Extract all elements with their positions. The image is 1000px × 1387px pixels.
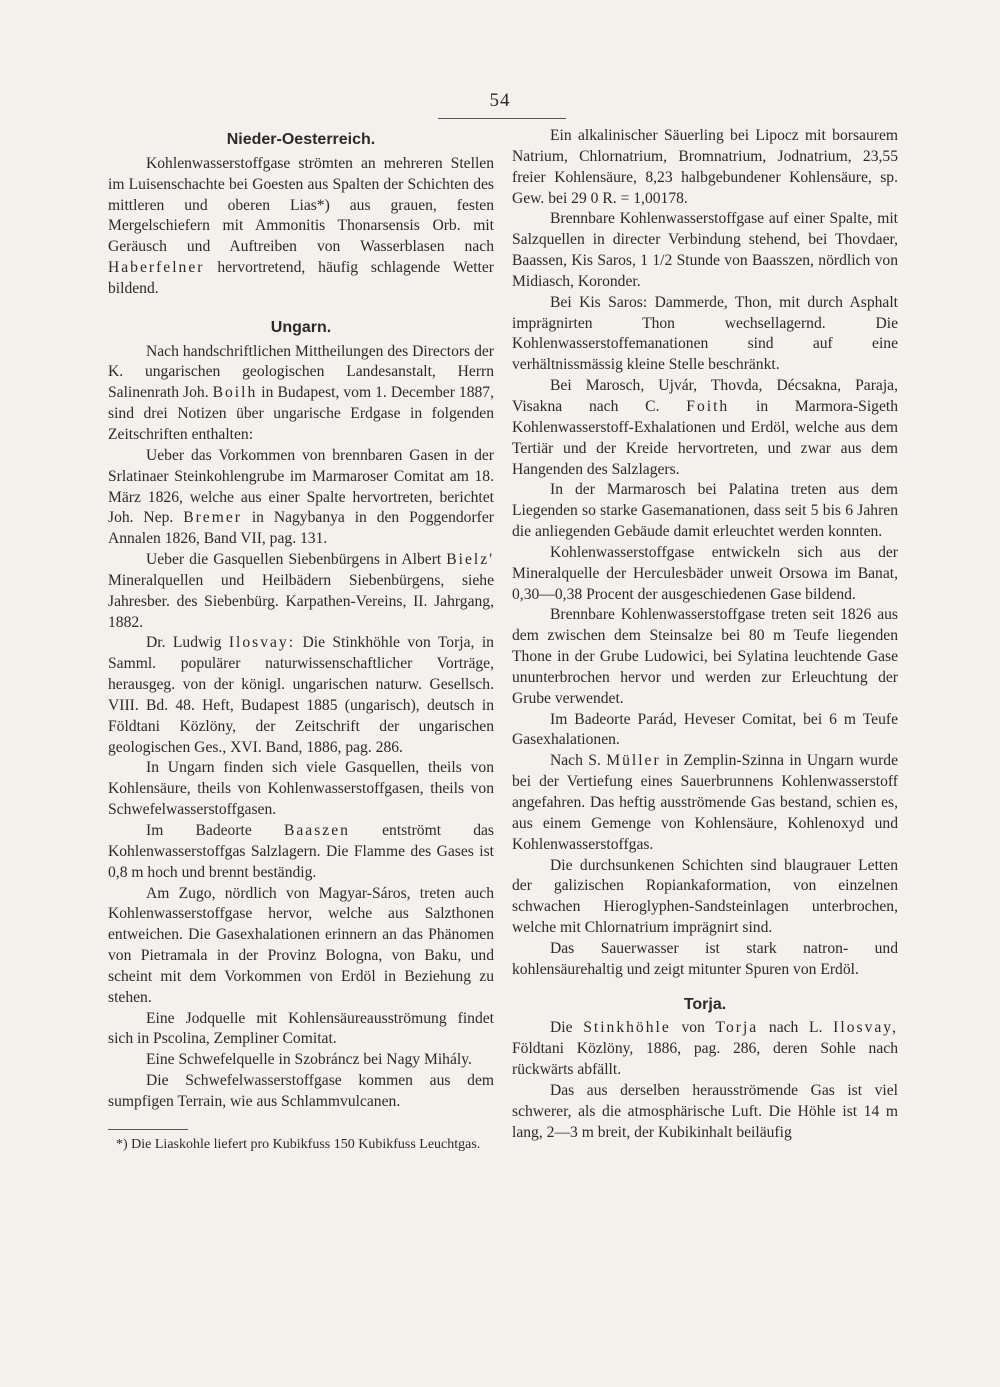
paragraph: Brennbare Kohlenwasserstoffgase treten seit 1826 aus dem zwischen dem Steinsalze bei 80 m Teufe liegenden Thone in der Grube Ludowici, bei Sylatina leuchtende Gase ununterbrochen hervor und werden zur Erleuchtung der Grube verwendet. <box>512 606 898 707</box>
text: nach L. <box>768 1019 823 1037</box>
text: Bei Marosch, Ujvár, Thovda, Décsakna, Paraja, Visakna nach C. <box>512 377 898 415</box>
text: in Nagybanya in den Poggendorfer Annalen 1826, Band VII, pag. 131. <box>108 509 494 548</box>
text: in Zemplin-Szinna in Ungarn wurde bei der Vertiefung eines Sauerbrunnens Kohlenwasserstoff angefahren. Das heftig ausströmende Gas bestand, schien es, aus einem Gemenge von Kohlensäure, Kohlenoxyd und Kohlenwasserstoffgas. <box>512 752 898 853</box>
footnote-rule <box>108 1129 188 1130</box>
text: entströmt das Kohlenwasserstoffgas Salzlagern. Die Flamme des Gases ist 0,8 m hoch und brennt beständig. <box>108 822 494 881</box>
paragraph <box>512 376 898 480</box>
heading-nieder-oesterreich: Nieder-Oesterreich. <box>226 131 376 148</box>
paragraph: Im Badeorte Parád, Heveser Comitat, bei 6 m Teufe Gasexhalationen. <box>512 710 898 749</box>
left-column <box>108 126 494 1153</box>
paragraph: Die durchsunkenen Schichten sind blaugrauer Letten der galizischen Ropiankaformation, von einzelnen schwachen Hieroglyphen-Sandsteinlagen unterbrochen, welche mit Chlornatrium imprägnirt sind. <box>512 856 898 937</box>
paragraph: Eine Schwefelquelle in Szobráncz bei Nagy Mihály. <box>146 1051 472 1069</box>
paragraph: In Ungarn finden sich viele Gasquellen, theils von Kohlensäure, theils von Kohlenwasserstoffgasen, theils von Schwefelwasserstoffgasen. <box>108 759 494 819</box>
text: von <box>681 1019 705 1037</box>
text: Im Badeorte <box>146 822 252 839</box>
paragraph <box>108 342 494 446</box>
paragraph <box>108 821 494 884</box>
place-name: Stinkhöhle <box>583 1019 671 1037</box>
place-name: Baaszen <box>283 822 350 839</box>
right-column <box>512 126 898 1144</box>
heading-ungarn: Ungarn. <box>270 318 332 336</box>
paragraph: In der Marmarosch bei Palatina treten aus dem Liegenden so starke Gasemanationen, dass seit 5 bis 6 Jahren die anliegenden Gebäude damit erleuchtet werden konnten. <box>512 481 898 541</box>
page-number: 54 <box>489 90 511 111</box>
text: Die Stinkhöhle von Torja, in Samml. populärer naturwissenschaftlicher Vorträge, herausgeg. von der königl. ungarischen naturw. Gesellsch. VIII. Bd. 48. Heft, Budapest 1885 (ungarisch), deutsch in Földtani Közlöny, der Zeitschrift der ungarischen geologischen Ges., XVI. Band, 1886, pag. 286. <box>108 634 494 756</box>
text: in Marmora-Sigeth Kohlenwasserstoff-Exhalationen und Erdöl, welche aus dem Tertiär und der Kreide hervortreten, und zwar aus dem Hangenden des Salzlagers. <box>512 397 898 478</box>
text: Kohlenwasserstoffgase strömten an mehreren Stellen im Luisenschachte bei Goesten aus Spalten der Schichten des mittleren und oberen Lias*) aus grauen, festen Mergelschiefern mit Ammonitis Thonarsensis Orb. mit Geräusch und Auftreiben von Wasserblasen nach <box>108 154 494 256</box>
paragraph: Kohlenwasserstoffgase entwickeln sich aus der Mineralquelle der Herculesbäder unweit Orsowa im Banat, 0,30—0,38 Procent der ausgeschiedenen Gase bildend. <box>512 543 898 603</box>
text: Dr. Ludwig <box>146 634 222 652</box>
footnote <box>108 1136 494 1153</box>
author-name: Ilosvay, <box>833 1019 898 1037</box>
paragraph <box>512 751 898 855</box>
paragraph <box>108 633 494 758</box>
author-name: Haberfelner <box>108 259 205 277</box>
text: in Budapest, vom 1. December 1887, sind drei Notizen über ungarische Erdgase in folgenden Zeitschriften enthalten: <box>108 384 494 443</box>
text: Nach S. <box>550 752 601 770</box>
paragraph: Eine Jodquelle mit Kohlensäureausströmung findet sich in Pscolina, Zempliner Comitat. <box>108 1009 494 1048</box>
author-name: Foith <box>686 397 730 415</box>
footnote-text: *) Die Liaskohle liefert pro Kubikfuss 150 Kubikfuss Leuchtgas. <box>116 1136 481 1152</box>
paragraph: Das Sauerwasser ist stark natron- und kohlensäurehaltig und zeigt mitunter Spuren von Erdöl. <box>512 939 898 978</box>
paragraph <box>108 446 494 550</box>
paragraph: Brennbare Kohlenwasserstoffgase auf einer Spalte, mit Salzquellen in directer Verbindung stehend, bei Thovdaer, Baassen, Kis Saros, 1 1/2 Stunde von Baasszen, nördlich von Midiasch, Koronder. <box>512 210 898 290</box>
text: Földtani Közlöny, 1886, pag. 286, deren Sohle nach rückwärts abfällt. <box>512 1040 898 1079</box>
paragraph: Bei Kis Saros: Dammerde, Thon, mit durch Asphalt imprägnirten Thon wechsellagernd. Die Kohlenwasserstoffemanationen sind auf eine verhältnissmässig kleine Stelle beschränkt. <box>512 293 898 374</box>
author-name: Bremer <box>183 509 242 527</box>
paragraph: Ein alkalinischer Säuerling bei Lipocz mit borsaurem Natrium, Chlornatrium, Bromnatrium, Jodnatrium, 23,55 freier Kohlensäure, 8,23 halbgebundener Kohlensäure, sp. Gew. bei 29 0 R. = 1,00178. <box>512 127 898 207</box>
paragraph: Das aus derselben herausströmende Gas ist viel schwerer, als die atmosphärische Luft. Die Höhle ist 14 m lang, 2—3 m breit, der Kubikinhalt beiläufig <box>512 1081 898 1141</box>
page-number-rule <box>438 118 566 119</box>
author-name: Boilh <box>212 384 258 402</box>
author-name: Müller <box>606 752 661 770</box>
heading-torja: Torja. <box>683 995 727 1013</box>
paragraph <box>108 550 494 633</box>
place-name: Torja <box>715 1019 759 1037</box>
text: hervortretend, häufig schlagende Wetter bildend. <box>108 259 494 297</box>
text: Nach handschriftlichen Mittheilungen des Directors der K. ungarischen geologischen Landesanstalt, Herrn Salinenrath Joh. <box>108 342 494 402</box>
paragraph: Die Schwefelwasserstoffgase kommen aus dem sumpfigen Terrain, wie aus Schlammvulcanen. <box>108 1072 494 1110</box>
paragraph: Am Zugo, nördlich von Magyar-Sáros, treten auch Kohlenwasserstoffgase hervor, welche aus Salzthonen entweichen. Die Gasexhalationen erinnern an das Phänomen von Pietramala in der Provinz Bologna, von Baku, und scheint mit dem Vorkommen von Erdöl in Beziehung zu stehen. <box>108 884 494 1006</box>
author-name: Ilosvay: <box>228 634 296 652</box>
text: Ueber das Vorkommen von brennbaren Gasen in der Srlatinaer Steinkohlengrube im Marmaroser Comitat am 18. März 1826, welche aus einer Spalte hervortreten, berichtet Joh. Nep. <box>108 446 494 527</box>
paragraph <box>512 1018 898 1081</box>
text: Mineralquellen und Heilbädern Siebenbürgens, siehe Jahresber. des Siebenbürg. Karpathen-Vereins, II. Jahrgang, 1882. <box>108 571 494 631</box>
author-name: Bielz' <box>446 551 494 569</box>
paragraph <box>108 154 494 300</box>
text: Die <box>550 1019 573 1037</box>
text: Ueber die Gasquellen Siebenbürgens in Albert <box>146 551 442 569</box>
